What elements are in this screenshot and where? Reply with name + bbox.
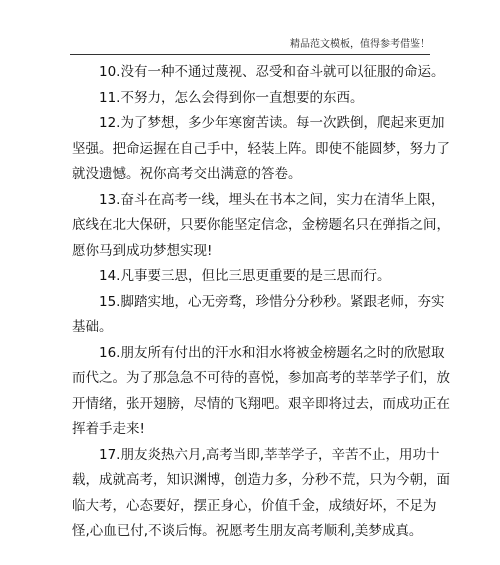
paragraph-12: 12.为了梦想，多少年寒窗苦读。每一次跌倒，爬起来更加坚强。把命运握在自己手中，轻装上阵。即使不能圆梦，努力了就没遗憾。祝你高考交出满意的答卷。	[72, 115, 450, 182]
paragraph-10: 10.没有一种不通过蔑视、忍受和奋斗就可以征服的命运。	[99, 64, 445, 80]
header-text: 精品范文模板，值得参考借鉴！	[290, 39, 430, 50]
document-body	[72, 60, 452, 545]
paragraph-14: 14.凡事要三思，但比三思更重要的是三思而行。	[99, 268, 391, 284]
header-rule	[70, 54, 430, 55]
page-header	[70, 38, 430, 54]
paragraph-13: 13.奋斗在高考一线，埋头在书本之间，实力在清华上限，底线在北大保研，只要你能坚定信念，金榜题名只在弹指之间，愿你马到成功梦想实现!	[72, 191, 450, 259]
paragraph-11: 11.不努力，怎么会得到你一直想要的东西。	[99, 89, 364, 106]
paragraph-17: 17.朋友炎热六月,高考当即,莘莘学子，辛苦不止，用功十载，成就高考，知识渊博，创造力多，分秒不荒，只为今朝，面临大考，心态要好，摆正身心，价值千金，成绩好坏，不足为怪,心血已付,不谈后悔。祝愿考生朋友高考顺利,美梦成真。	[72, 446, 450, 539]
paragraph-16: 16.朋友所有付出的汗水和泪水将被金榜题名之时的欣慰取而代之。为了那急急不可待的喜悦，参加高考的莘莘学子们，放开情绪，张开翅膀，尽情的飞翔吧。艰辛即将过去，而成功正在挥着手走来!	[72, 344, 450, 437]
paragraph-15: 15.脚踏实地，心无旁骛，珍惜分分秒秒。紧跟老师，夯实基础。	[72, 293, 445, 335]
